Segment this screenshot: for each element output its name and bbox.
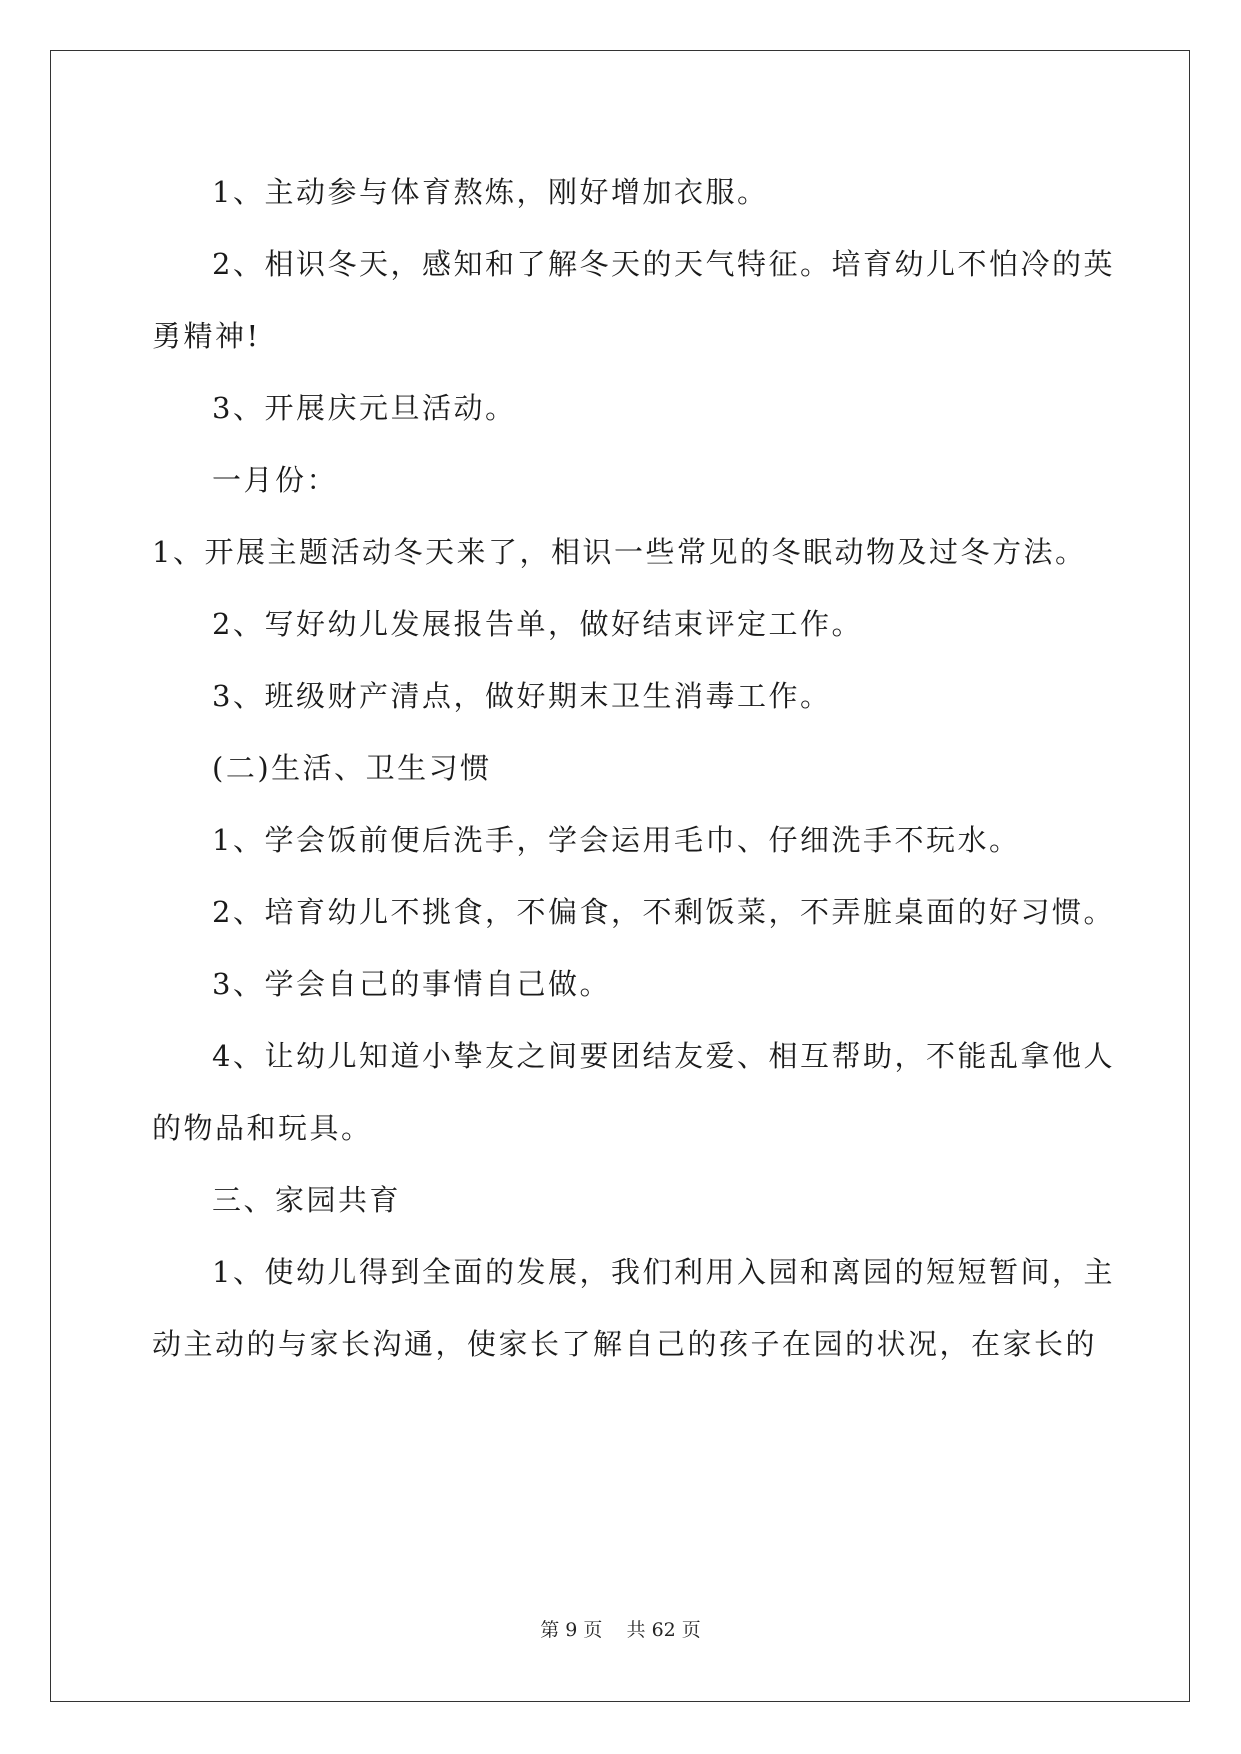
- paragraph-line: 2、写好幼儿发展报告单，做好结束评定工作。: [212, 607, 863, 641]
- paragraph-line: 3、开展庆元旦活动。: [212, 391, 517, 425]
- paragraph-line: 3、班级财产清点，做好期末卫生消毒工作。: [212, 679, 832, 713]
- paragraph-line: 动主动的与家长沟通，使家长了解自己的孩子在园的状况，在家长的: [152, 1327, 1098, 1361]
- section-heading: 三、家园共育: [212, 1183, 402, 1217]
- paragraph-line: 的物品和玩具。: [152, 1111, 373, 1145]
- paragraph-line: 1、开展主题活动冬天来了，相识一些常见的冬眠动物及过冬方法。: [152, 535, 1087, 569]
- page-border: [50, 50, 1190, 1702]
- paragraph-line: 4、让幼儿知道小挚友之间要团结友爱、相互帮助，不能乱拿他人: [212, 1039, 1115, 1073]
- section-heading: (二)生活、卫生习惯: [212, 751, 492, 785]
- paragraph-line: 1、使幼儿得到全面的发展，我们利用入园和离园的短短暂间，主: [212, 1255, 1115, 1289]
- paragraph-line: 勇精神!: [152, 319, 261, 353]
- paragraph-line: 1、主动参与体育熬炼，刚好增加衣服。: [212, 175, 769, 209]
- paragraph-line: 1、学会饭前便后洗手，学会运用毛巾、仔细洗手不玩水。: [212, 823, 1021, 857]
- paragraph-line: 3、学会自己的事情自己做。: [212, 967, 611, 1001]
- section-heading: 一月份：: [212, 463, 339, 497]
- page-number-footer: 第 9 页 共 62 页: [540, 1619, 701, 1641]
- paragraph-line: 2、相识冬天，感知和了解冬天的天气特征。培育幼儿不怕冷的英: [212, 247, 1115, 281]
- paragraph-line: 2、培育幼儿不挑食，不偏食，不剩饭菜，不弄脏桌面的好习惯。: [212, 895, 1115, 929]
